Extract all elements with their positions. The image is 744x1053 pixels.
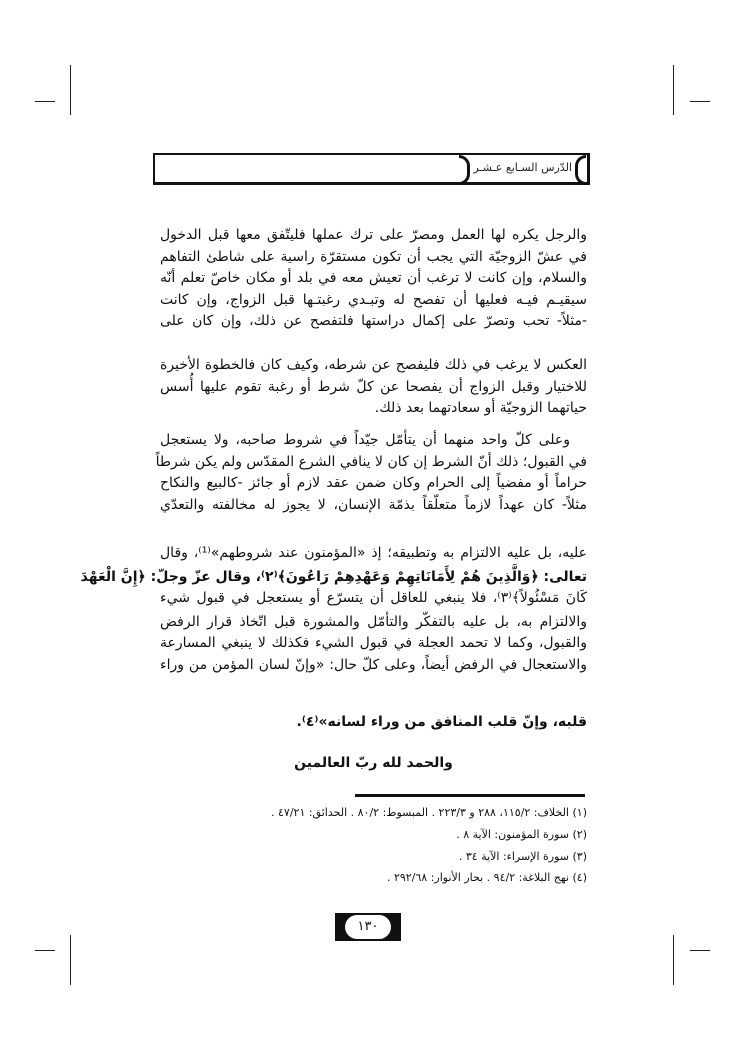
page-number: ١٣٠ [345, 915, 391, 939]
crop-mark [35, 950, 55, 951]
crop-mark [70, 65, 71, 115]
closing-line: والحمد لله ربّ العالمين [294, 755, 453, 771]
text-line: والرجل يكره لها العمل ومصرّ على ترك عملها فليتّفق معها قبل الدخول [160, 227, 587, 243]
text-line: للاختيار وقبل الزواج أن يفصحا عن كلّ شرط أو رغبة تقوم عليها أُسس [160, 379, 587, 395]
paragraph-first-line: وعلى كلّ واحد منهما أن يتأمّل جيّداً في شروط صاحبه، ولا يستعجل [160, 432, 570, 448]
crop-mark [690, 950, 710, 951]
text-line: مثلاً- كان عهداً لازماً متعلّقاً بذمّة الإنسان، لا يجوز له مخالفته والتعدّي [160, 497, 587, 513]
text-line: في عشّ الزوجيّة التي يجب أن تكون مستقرّة راسية على شاطئ التفاهم [160, 249, 587, 265]
footnote: (٣) سورة الإسراء: الآية ٣٤ . [458, 850, 587, 863]
running-header-title: الدّرس السـابع عـشـر [459, 156, 586, 180]
text-line: سيقيـم فيـه فعليها أن تفصح له وتبـدي رغبتـها قبل الزواج، وإن كانت [160, 292, 587, 308]
text-line: والالتزام به، بل عليه بالتفكّر والتأمّل والمشورة قبل اتّخاذ قرار الرفض [160, 614, 587, 630]
text-line: عليه، بل عليه الالتزام به وتطبيقه؛ إذ «المؤمنون عند شروطهم»⁽¹⁾، وقال [160, 545, 587, 561]
text-line: حياتهما الزوجيّة أو سعادتهما بعد ذلك. [374, 400, 587, 416]
quran-quote-line: كَانَ مَسْئُولاً﴾⁽٣⁾، فلا ينبغي للعاقل أن يتسرّع أو يستعجل في قبول شيء [160, 590, 588, 606]
text-line: والقبول، وكما لا تحمد العجلة في قبول الشيء فكذلك لا ينبغي المسارعة [160, 635, 587, 651]
footnote: (٢) سورة المؤمنون: الآية ٨ . [456, 828, 587, 841]
quran-quote-line: تعالى: ﴿وَالَّذِينَ هُمْ لِأَمَانَاتِهِمْ وَعَهْدِهِمْ رَاعُونَ﴾⁽٢⁾، وقال عزّ وجلّ: ﴿إِنَّ الْعَهْدَ [80, 569, 587, 585]
page-number-badge [335, 913, 401, 941]
hadith-quote-line: قلبه، وإنّ قلب المنافق من وراء لسانه»⁽٤⁾. [296, 714, 587, 730]
text-line: العكس لا يرغب في ذلك فليفصح عن شرطه، وكيف كان فالخطوة الأخيرة [160, 357, 587, 373]
crop-mark [673, 65, 674, 115]
text-line: -مثلاً- تحب وتصرّ على إكمال دراستها فلتفصح عن ذلك، وإن كان على [160, 313, 587, 329]
footnote: (٤) نهج البلاغة: ٩٤/٢ . بحار الأنوار: ٢٩٢/٦٨ . [386, 871, 587, 884]
crop-mark [673, 935, 674, 985]
crop-mark [35, 101, 55, 102]
text-line: في القبول؛ ذلك أنّ الشرط إن كان لا ينافي الشرع المقدّس ولم يكن شرطاً [155, 454, 587, 470]
text-line: حراماً أو مفضياً إلى الحرام وكان ضمن عقد لازم أو جائز -كالبيع والنكاح [160, 475, 587, 491]
text-line: والاستعجال في الرفض أيضاً، وعلى كلّ حال: «وإنّ لسان المؤمن من وراء [160, 657, 587, 673]
footnote-separator [355, 794, 585, 797]
crop-mark [70, 935, 71, 985]
footnote: (١) الخلاف: ١١٥/٢، ٢٨٨ و ٢٢٣/٣ . المبسوط: ٨٠/٢ . الحدائق: ٤٧/٢١ . [271, 806, 587, 819]
crop-mark [690, 101, 710, 102]
text-line: والسلام، وإن كانت لا ترغب أن تعيش معه في بلد أو مكان خاصّ تعلم أنّه [160, 270, 587, 286]
